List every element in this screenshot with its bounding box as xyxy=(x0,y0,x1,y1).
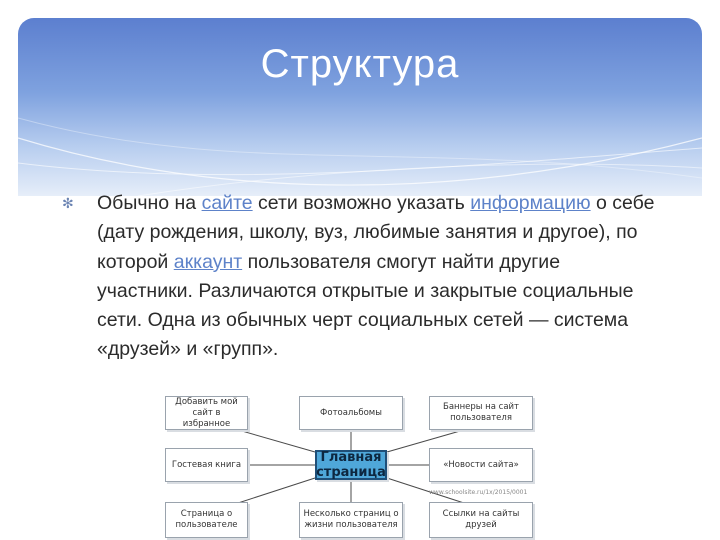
diagram-box-banners: Баннеры на сайт пользователя xyxy=(429,396,533,430)
diagram-box-main-page: Главная страница xyxy=(316,450,386,480)
body-paragraph xyxy=(97,189,657,365)
link-site[interactable]: сайте xyxy=(201,192,253,214)
text-part: сети возможно указать xyxy=(252,192,471,214)
text-part: о себе (дату рождения, школу, вуз, любимые занятия и другое), по которой xyxy=(97,192,655,273)
bullet-icon: ✻ xyxy=(62,196,74,212)
diagram-box-site-news: «Новости сайта» xyxy=(429,448,533,482)
site-structure-diagram xyxy=(165,392,537,540)
diagram-box-life-pages: Несколько страниц о жизни пользователя xyxy=(299,502,403,538)
link-information[interactable]: информацию xyxy=(470,192,591,214)
diagram-box-friend-links: Ссылки на сайты друзей xyxy=(429,502,533,538)
text-part: Обычно на xyxy=(97,192,202,214)
slide-title: Структура xyxy=(260,42,460,86)
diagram-box-guestbook: Гостевая книга xyxy=(165,448,248,482)
link-account[interactable]: аккаунт xyxy=(173,250,243,273)
diagram-box-add-favorites: Добавить мой сайт в избранное xyxy=(165,396,248,430)
text-part: пользователя смогут найти другие участники. Различаются открытые и закрытые социальные сети. Одна из обычных черт социальных сетей — система «друзей» и «групп». xyxy=(97,250,634,361)
watermark-text: www.schoolsite.ru/1x/2015/0001 xyxy=(429,489,528,496)
diagram-box-photo-albums: Фотоальбомы xyxy=(299,396,403,430)
diagram-box-about-user: Страница о пользователе xyxy=(165,502,248,538)
